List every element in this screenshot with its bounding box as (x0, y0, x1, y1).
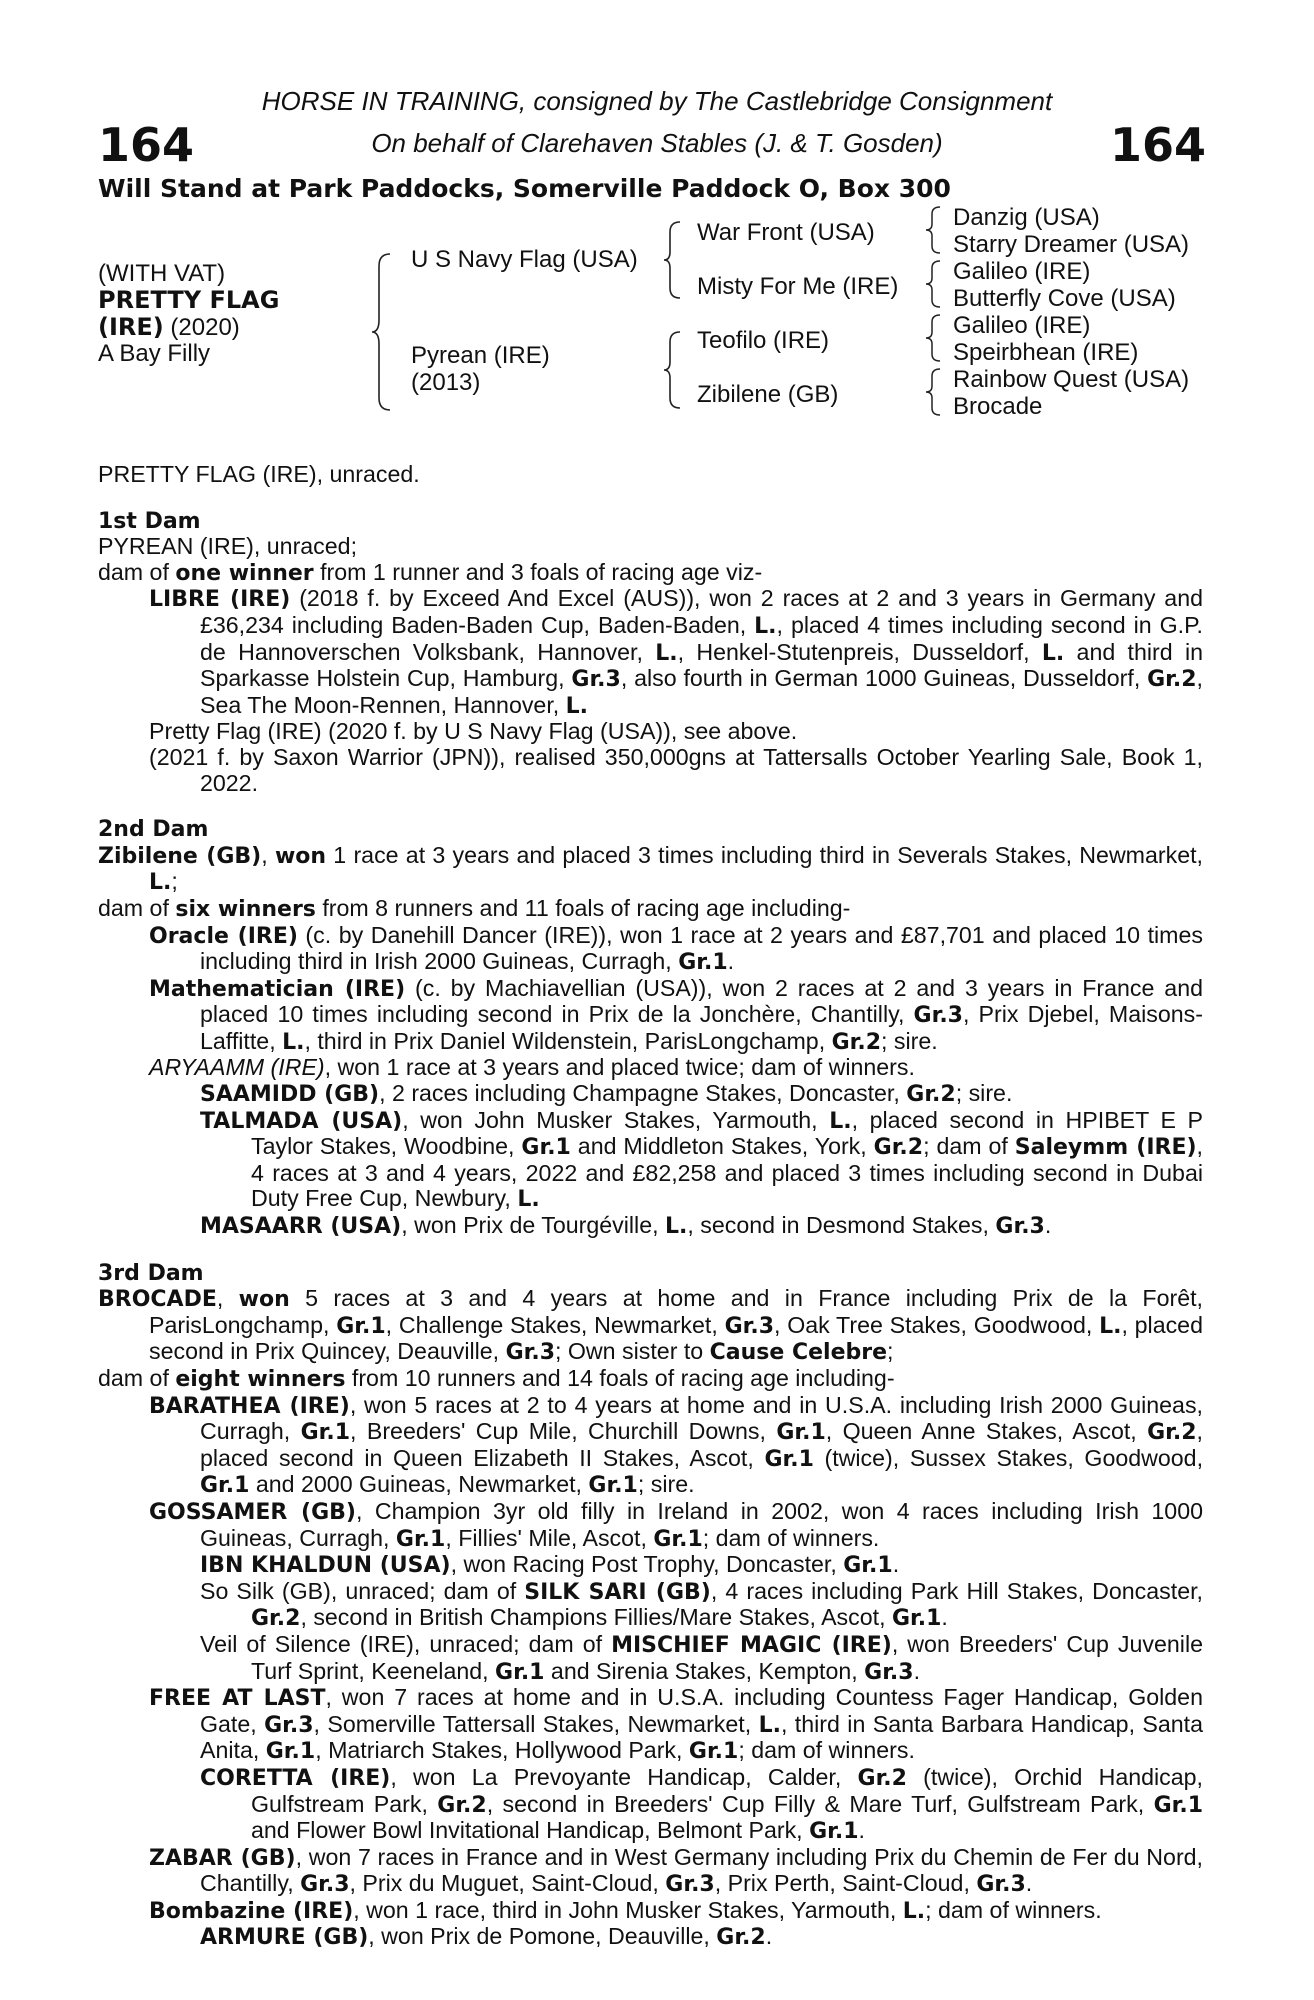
produce-entry: CORETTA (IRE), won La Prevoyante Handicap, Calder, Gr.2 (twice), Orchid Handicap, Gulfstream Park, Gr.2, second in Breeders' Cup Filly & Mare Turf, Gulfstream Park, Gr.1 and Flower Bowl Invitational Handicap, Belmont Park, Gr.1. (200, 1763, 1204, 1845)
behalf-line: On behalf of Clarehaven Stables (J. & T. Gosden) (371, 128, 943, 158)
produce-entry: (2021 f. by Saxon Warrior (JPN)), realised 350,000gns at Tattersalls October Yearling Sale, Book 1, 2022. (149, 743, 1203, 796)
dam-name: Pyrean (IRE) (411, 342, 550, 369)
produce-entry: Pretty Flag (IRE) (2020 f. by U S Navy Flag (USA)), see above. (149, 718, 798, 745)
brace-g2 (924, 259, 942, 309)
brace-g1 (924, 205, 942, 255)
consignor-line: HORSE IN TRAINING, consigned by The Castlebridge Consignment (261, 86, 1053, 116)
horse-description: A Bay Filly (98, 340, 211, 367)
produce-entry: Veil of Silence (IRE), unraced; dam of MISCHIEF MAGIC (IRE), won Breeders' Cup Juvenile Turf Sprint, Keeneland, Gr.1 and Sirenia Stakes, Kempton, Gr.3. (200, 1630, 1203, 1685)
produce-entry: MASAARR (USA), won Prix de Tourgéville, L., second in Desmond Stakes, Gr.3. (200, 1212, 1052, 1240)
produce-entry: Mathematician (IRE) (c. by Machiavellian (USA)), won 2 races at 2 and 3 years in France and placed 10 times including second in Prix de la Jonchère, Chantilly, Gr.3, Prix Djebel, Maisons-Laffitte, L., third in Prix Daniel Wildenstein, ParisLongchamp, Gr.2; sire. (149, 974, 1203, 1055)
dam-produce-summary: dam of eight winners from 10 runners and 14 foals of racing age including- (98, 1365, 895, 1392)
ancestor-g5: Galileo (IRE) (953, 312, 1091, 339)
produce-entry: So Silk (GB), unraced; dam of SILK SARI (GB), 4 races including Park Hill Stakes, Doncaster, Gr.2, second in British Champions Fillies/Mare Stakes, Ascot, Gr.1. (200, 1577, 1203, 1632)
produce-entry: BARATHEA (IRE), won 5 races at 2 to 4 years at home and in U.S.A. including Irish 2000 Guineas, Curragh, Gr.1, Breeders' Cup Mile, Churchill Downs, Gr.1, Queen Anne Stakes, Ascot, Gr.2, placed second in Queen Elizabeth II Stakes, Ascot, Gr.1 (twice), Sussex Stakes, Goodwood, Gr.1 and 2000 Guineas, Newmarket, Gr.1; sire. (149, 1391, 1204, 1499)
horse-name: PRETTY FLAG (98, 286, 280, 314)
section-heading-1st-dam: 1st Dam (98, 508, 201, 534)
brace-sire-dam (370, 252, 392, 412)
brace-g3 (924, 313, 942, 363)
dam-line: Zibilene (GB), won 1 race at 3 years and placed 3 times including third in Severals Stakes, Newmarket, L.; (98, 841, 1203, 896)
dam-sire: Teofilo (IRE) (697, 327, 830, 354)
dam-dam: Zibilene (GB) (697, 381, 839, 408)
dam-line: PYREAN (IRE), unraced; (98, 533, 358, 560)
vat-label: (WITH VAT) (98, 260, 226, 287)
sire-sire: War Front (USA) (697, 219, 875, 246)
produce-entry: GOSSAMER (GB), Champion 3yr old filly in Ireland in 2002, won 4 races including Irish 1000 Guineas, Curragh, Gr.1, Fillies' Mile, Ascot, Gr.1; dam of winners. (149, 1497, 1203, 1552)
ancestor-g1: Danzig (USA) (953, 204, 1100, 231)
ancestor-g8: Brocade (953, 393, 1043, 420)
produce-entry: Oracle (IRE) (c. by Danehill Dancer (IRE)), won 1 race at 2 years and £87,701 and placed 10 times including third in Irish 2000 Guineas, Curragh, Gr.1. (149, 921, 1203, 976)
dam-line: BROCADE, won 5 races at 3 and 4 years at home and in France including Prix de la Forêt, ParisLongchamp, Gr.1, Challenge Stakes, Newmarket, Gr.3, Oak Tree Stakes, Goodwood, L., placed second in Prix Quincey, Deauville, Gr.3; Own sister to Cause Celebre; (98, 1285, 1203, 1366)
horse-suffix: (IRE) (2020) (98, 313, 240, 341)
produce-entry: TALMADA (USA), won John Musker Stakes, Yarmouth, L., placed second in HPIBET E P Taylor Stakes, Woodbine, Gr.1 and Middleton Stakes, York, Gr.2; dam of Saleymm (IRE), 4 races at 3 and 4 years, 2022 and £82,258 and placed 3 times including second in Dubai Duty Free Cup, Newbury, L. (200, 1106, 1203, 1213)
produce-entry: ZABAR (GB), won 7 races in France and in West Germany including Prix du Chemin de Fer du Nord, Chantilly, Gr.3, Prix du Muguet, Saint-Cloud, Gr.3, Prix Perth, Saint-Cloud, Gr.3. (149, 1843, 1204, 1898)
ancestor-g6: Speirbhean (IRE) (953, 339, 1139, 366)
produce-entry: ARMURE (GB), won Prix de Pomone, Deauville, Gr.2. (200, 1923, 773, 1951)
produce-entry: IBN KHALDUN (USA), won Racing Post Trophy, Doncaster, Gr.1. (200, 1551, 900, 1579)
dam-produce-summary: dam of one winner from 1 runner and 3 foals of racing age viz- (98, 558, 763, 586)
intro-line: PRETTY FLAG (IRE), unraced. (98, 461, 420, 487)
stand-location: Will Stand at Park Paddocks, Somerville Paddock O, Box 300 (98, 174, 951, 203)
produce-entry: FREE AT LAST, won 7 races at home and in U.S.A. including Countess Fager Handicap, Golden Gate, Gr.3, Somerville Tattersall Stakes, Newmarket, L., third in Santa Barbara Handicap, Santa Anita, Gr.1, Matriarch Stakes, Hollywood Park, Gr.1; dam of winners. (149, 1684, 1204, 1765)
ancestor-g3: Galileo (IRE) (953, 258, 1091, 285)
sire-dam: Misty For Me (IRE) (697, 273, 899, 300)
dam-year: (2013) (411, 369, 481, 396)
catalogue-text (98, 462, 1203, 1951)
lot-number-right: 164 (1109, 118, 1206, 172)
produce-entry: LIBRE (IRE) (2018 f. by Exceed And Excel (AUS)), won 2 races at 2 and 3 years in Germany and £36,234 including Baden-Baden Cup, Baden-Baden, L., placed 4 times including second in G.P. de Hannoverschen Volksbank, Hannover, L., Henkel-Stutenpreis, Dusseldorf, L. and third in Sparkasse Holstein Cup, Hamburg, Gr.3, also fourth in German 1000 Guineas, Dusseldorf, Gr.2, Sea The Moon-Rennen, Hannover, L. (149, 585, 1203, 719)
brace-g4 (924, 367, 942, 417)
ancestor-g2: Starry Dreamer (USA) (953, 231, 1190, 258)
section-heading-2nd-dam: 2nd Dam (98, 817, 209, 843)
dam-produce-summary: dam of six winners from 8 runners and 11 foals of racing age including- (98, 894, 851, 922)
section-heading-3rd-dam: 3rd Dam (98, 1260, 204, 1286)
produce-entry: Bombazine (IRE), won 1 race, third in John Musker Stakes, Yarmouth, L.; dam of winners. (149, 1896, 1102, 1924)
brace-dam-parents (662, 330, 682, 410)
lot-number-left: 164 (98, 118, 195, 172)
produce-entry: SAAMIDD (GB), 2 races including Champagne Stakes, Doncaster, Gr.2; sire. (200, 1080, 1013, 1108)
brace-sire-parents (662, 220, 682, 300)
ancestor-g7: Rainbow Quest (USA) (953, 366, 1190, 393)
ancestor-g4: Butterfly Cove (USA) (953, 285, 1176, 312)
sire-name: U S Navy Flag (USA) (411, 246, 638, 273)
produce-entry: ARYAAMM (IRE), won 1 race at 3 years and placed twice; dam of winners. (149, 1054, 915, 1081)
